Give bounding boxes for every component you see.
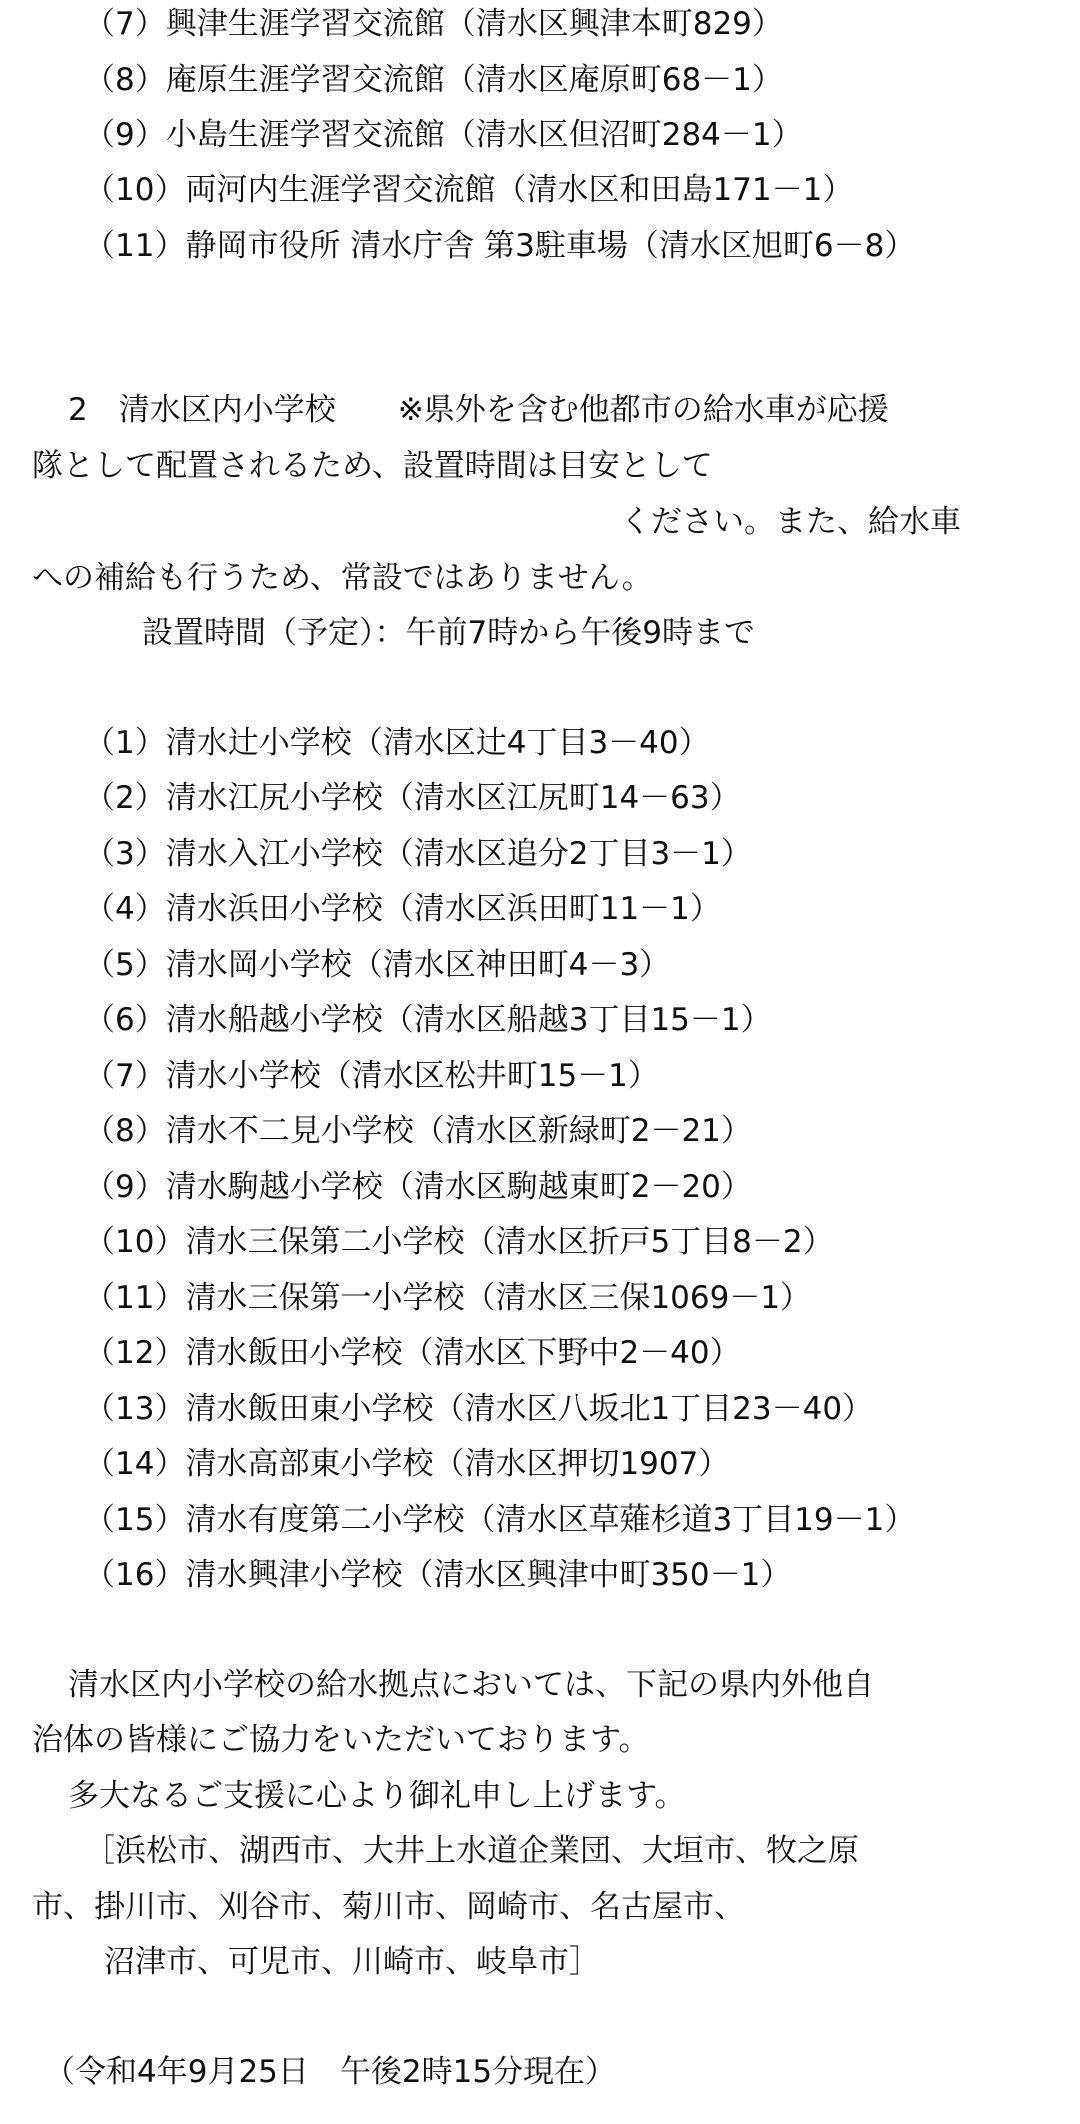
section1-item-10: （10）両河内生涯学習交流館（清水区和田島171－1） bbox=[84, 172, 854, 208]
school-item-3: （3）清水入江小学校（清水区追分2丁目3－1） bbox=[84, 836, 752, 872]
thanks-line6: 沼津市、可児市、川崎市、岐阜市］ bbox=[104, 1944, 600, 1980]
section1-item-7: （7）興津生涯学習交流館（清水区興津本町829） bbox=[84, 6, 783, 42]
thanks-line1: 清水区内小学校の給水拠点においては、下記の県内外他自 bbox=[68, 1667, 874, 1703]
school-item-2: （2）清水江尻小学校（清水区江尻町14－63） bbox=[84, 780, 741, 816]
thanks-line5: 市、掛川市、刈谷市、菊川市、岡崎市、名古屋市、 bbox=[32, 1889, 745, 1925]
school-item-14: （14）清水高部東小学校（清水区押切1907） bbox=[84, 1446, 730, 1482]
section2-heading-line1: 2 清水区内小学校 ※県外を含む他都市の給水車が応援 bbox=[68, 392, 889, 428]
section1-item-8: （8）庵原生涯学習交流館（清水区庵原町68－1） bbox=[84, 62, 783, 98]
school-item-7: （7）清水小学校（清水区松井町15－1） bbox=[84, 1058, 659, 1094]
school-item-6: （6）清水船越小学校（清水区船越3丁目15－1） bbox=[84, 1002, 772, 1038]
school-item-1: （1）清水辻小学校（清水区辻4丁目3－40） bbox=[84, 725, 710, 761]
timestamp: （令和4年9月25日 午後2時15分現在） bbox=[44, 2054, 617, 2090]
thanks-line3: 多大なるご支援に心より御礼申し上げます。 bbox=[68, 1778, 686, 1814]
school-item-5: （5）清水岡小学校（清水区神田町4－3） bbox=[84, 947, 671, 983]
section2-heading-line2: 隊として配置されるため、設置時間は目安として bbox=[32, 448, 713, 484]
school-item-8: （8）清水不二見小学校（清水区新緑町2－21） bbox=[84, 1113, 752, 1149]
school-item-13: （13）清水飯田東小学校（清水区八坂北1丁目23－40） bbox=[84, 1391, 874, 1427]
section1-item-11: （11）静岡市役所 清水庁舎 第3駐車場（清水区旭町6－8） bbox=[84, 228, 916, 264]
thanks-line2: 治体の皆様にご協力をいただいております。 bbox=[32, 1722, 650, 1758]
school-item-16: （16）清水興津小学校（清水区興津中町350－1） bbox=[84, 1557, 792, 1593]
thanks-line4: ［浜松市、湖西市、大井上水道企業団、大垣市、牧之原 bbox=[84, 1833, 859, 1869]
school-item-12: （12）清水飯田小学校（清水区下野中2－40） bbox=[84, 1335, 741, 1371]
school-item-9: （9）清水駒越小学校（清水区駒越東町2－20） bbox=[84, 1169, 752, 1205]
section2-heading-line4: への補給も行うため、常設ではありません。 bbox=[32, 560, 653, 596]
section2-time-line: 設置時間（予定）：午前7時から午後9時まで bbox=[142, 615, 755, 651]
section2-heading-line3: ください。また、給水車 bbox=[620, 504, 961, 540]
school-item-4: （4）清水浜田小学校（清水区浜田町11－1） bbox=[84, 891, 721, 927]
school-item-10: （10）清水三保第二小学校（清水区折戸5丁目8－2） bbox=[84, 1224, 834, 1260]
section1-item-9: （9）小島生涯学習交流館（清水区但沼町284－1） bbox=[84, 117, 803, 153]
school-item-11: （11）清水三保第一小学校（清水区三保1069－1） bbox=[84, 1280, 812, 1316]
school-item-15: （15）清水有度第二小学校（清水区草薙杉道3丁目19－1） bbox=[84, 1502, 916, 1538]
